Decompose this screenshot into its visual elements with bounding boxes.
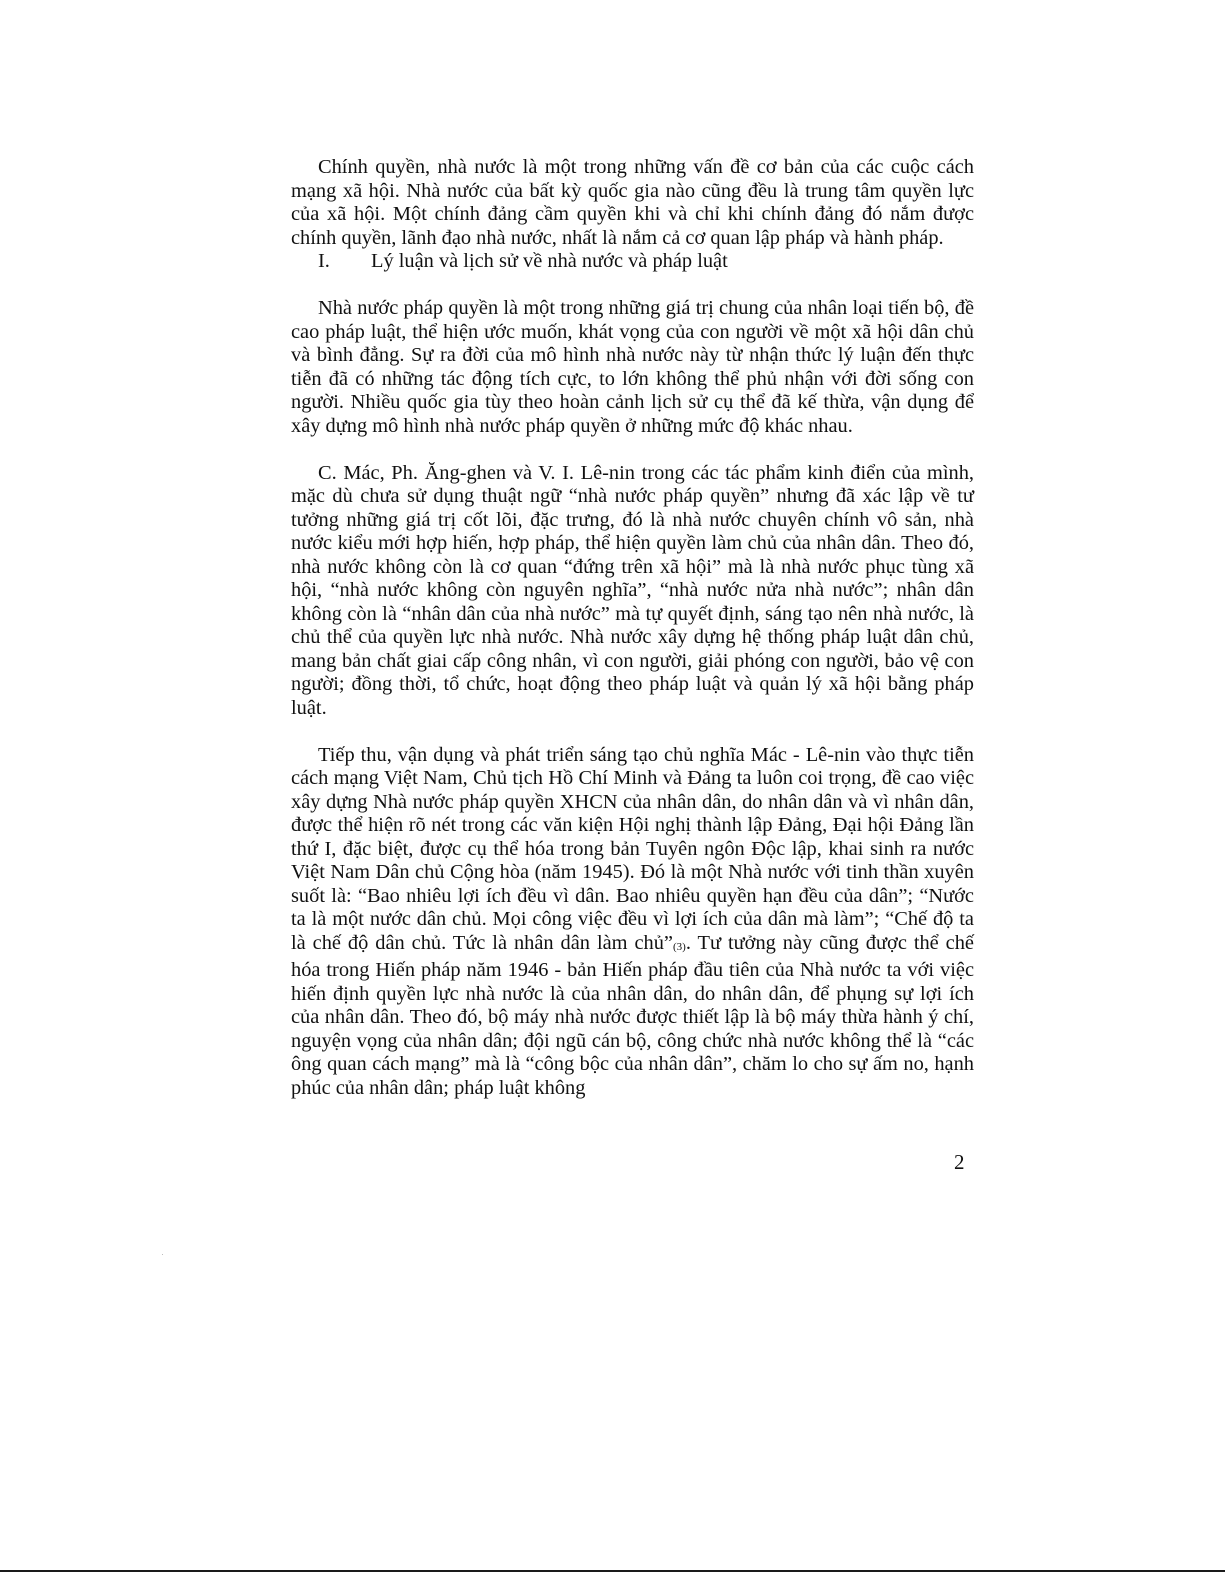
footnote-reference: (3) [672,940,686,953]
section-heading [291,250,974,274]
paragraph-3-text-b: . Tư tưởng này cũng được thể chế hóa trong Hiến pháp năm 1946 - bản Hiến pháp đầu tiên của Nhà nước ta với việc hiến định quyền lực nhà nước là của nhân dân, do nhân dân, để phụng sự lợi ích của nhân dân. Theo đó, bộ máy nhà nước được thiết lập là bộ máy thừa hành ý chí, nguyện vọng của nhân dân; đội ngũ cán bộ, công chức nhà nước không thể là “các ông quan cách mạng” mà là “công bộc của nhân dân”, chăm lo cho sự ấm no, hạnh phúc của nhân dân; pháp luật không [291,931,974,1099]
body-text [291,156,974,1100]
page-number: 2 [954,1150,965,1174]
paragraph-1: Nhà nước pháp quyền là một trong những giá trị chung của nhân loại tiến bộ, đề cao pháp luật, thể hiện ước muốn, khát vọng của con người về một xã hội dân chủ và bình đẳng. Sự ra đời của mô hình nhà nước này từ nhận thức lý luận đến thực tiễn đã có những tác động tích cực, to lớn không thể phủ nhận với đời sống con người. Nhiều quốc gia tùy theo hoàn cảnh lịch sử cụ thể đã kế thừa, vận dụng để xây dựng mô hình nhà nước pháp quyền ở những mức độ khác nhau. [291,297,974,437]
intro-paragraph: Chính quyền, nhà nước là một trong những vấn đề cơ bản của các cuộc cách mạng xã hội. Nhà nước của bất kỳ quốc gia nào cũng đều là trung tâm quyền lực của xã hội. Một chính đảng cầm quyền khi và chỉ khi chính đảng đó nắm được chính quyền, lãnh đạo nhà nước, nhất là nắm cả cơ quan lập pháp và hành pháp. [291,156,974,249]
scan-speck [162,1254,163,1255]
bottom-edge-line [0,1570,1225,1572]
section-number: I. [318,250,330,272]
paragraph-2: C. Mác, Ph. Ăng-ghen và V. I. Lê-nin trong các tác phẩm kinh điển của mình, mặc dù chưa sử dụng thuật ngữ “nhà nước pháp quyền” nhưng đã xác lập về tư tưởng những giá trị cốt lõi, đặc trưng, đó là nhà nước chuyên chính vô sản, nhà nước kiểu mới hợp hiến, hợp pháp, thể hiện quyền làm chủ của nhân dân. Theo đó, nhà nước không còn là cơ quan “đứng trên xã hội” mà là nhà nước phục tùng xã hội, “nhà nước không còn nguyên nghĩa”, “nhà nước nửa nhà nước”; nhân dân không còn là “nhân dân của nhà nước” mà tự quyết định, sáng tạo nên nhà nước, là chủ thể của quyền lực nhà nước. Nhà nước xây dựng hệ thống pháp luật dân chủ, mang bản chất giai cấp công nhân, vì con người, giải phóng con người, bảo vệ con người; đồng thời, tổ chức, hoạt động theo pháp luật và quản lý xã hội bằng pháp luật. [291,461,974,719]
paragraph-3-text-a: Tiếp thu, vận dụng và phát triển sáng tạo chủ nghĩa Mác - Lê-nin vào thực tiễn cách mạng Việt Nam, Chủ tịch Hồ Chí Minh và Đảng ta luôn coi trọng, đề cao việc xây dựng Nhà nước pháp quyền XHCN của nhân dân, do nhân dân và vì nhân dân, được thể hiện rõ nét trong các văn kiện Hội nghị thành lập Đảng, Đại hội Đảng lần thứ I, đặc biệt, được cụ thể hóa trong bản Tuyên ngôn Độc lập, khai sinh ra nước Việt Nam Dân chủ Cộng hòa (năm 1945). Đó là một Nhà nước với tinh thần xuyên suốt là: “Bao nhiêu lợi ích đều vì dân. Bao nhiêu quyền hạn đều của dân”; “Nước ta là một nước dân chủ. Mọi công việc đều vì lợi ích của dân mà làm”; “Chế độ ta là chế độ dân chủ. Tức là nhân dân làm chủ” [291,743,974,954]
paragraph-3 [291,744,974,1101]
section-title: Lý luận và lịch sử về nhà nước và pháp luật [371,250,728,272]
